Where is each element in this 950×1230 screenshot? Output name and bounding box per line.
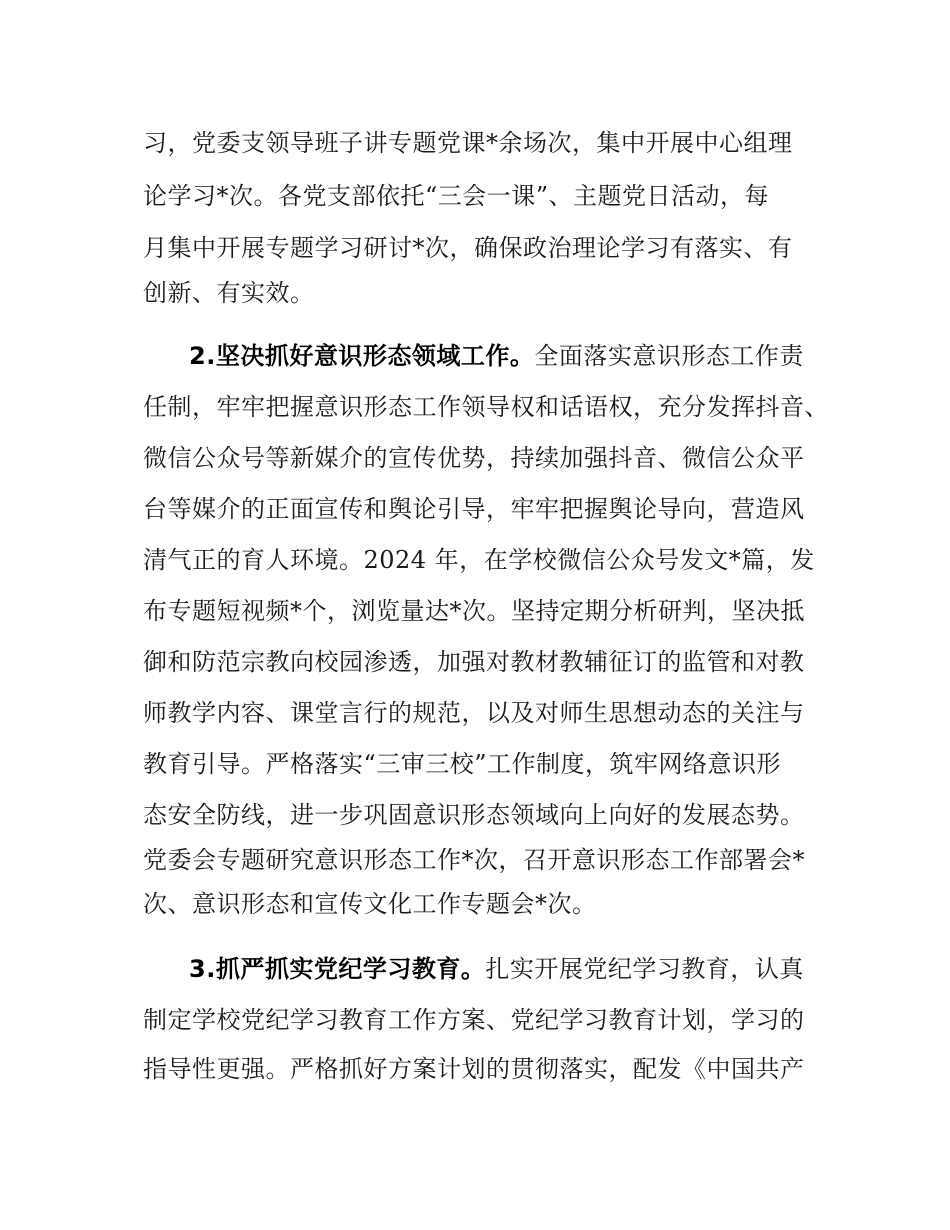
para3-heading: 3.抓严抓实党纪学习教育。 (189, 955, 486, 983)
para2-first-line (189, 336, 869, 376)
para3-line-2: 制定学校党纪学习教育工作方案、党纪学习教育计划，学习的 (143, 1006, 805, 1034)
para2-line-7: 御和防范宗教向校园渗透，加强对教材教辅征订的监管和对教 (143, 648, 805, 676)
para2-heading: 2.坚决抓好意识形态领域工作。 (189, 342, 535, 370)
para2-first-line-text: 全面落实意识形态工作责 (534, 342, 804, 370)
para2-line-4: 台等媒介的正面宣传和舆论引导，牢牢把握舆论导向，营造风 (143, 495, 805, 523)
para2-line-2: 任制，牢牢把握意识形态工作领导权和话语权，充分发挥抖音、 (143, 393, 829, 421)
para2-line-11: 党委会专题研究意识形态工作*次，召开意识形态工作部署会* (143, 846, 805, 874)
para1-line-1: 习，党委支领导班子讲专题党课*余场次，集中开展中心组理 (143, 129, 793, 157)
para3-first-line-text: 扎实开展党纪学习教育，认真 (485, 955, 804, 983)
para2-line-3: 微信公众号等新媒介的宣传优势，持续加强抖音、微信公众平 (143, 444, 805, 472)
para1-line-4: 创新、有实效。 (143, 279, 315, 307)
para2-line-10: 态安全防线，进一步巩固意识形态领域向上向好的发展态势。 (143, 801, 805, 829)
para1-line-2: 论学习*次。各党支部依托“三会一课”、主题党日活动，每 (143, 182, 770, 210)
para1-line-3: 月集中开展专题学习研讨*次，确保政治理论学习有落实、有 (143, 234, 793, 262)
para2-line-8: 师教学内容、课堂言行的规范，以及对师生思想动态的关注与 (143, 699, 805, 727)
para3-line-3: 指导性更强。严格抓好方案计划的贯彻落实，配发《中国共产 (143, 1055, 805, 1083)
para3-first-line (189, 949, 869, 989)
para2-line-6: 布专题短视频*个，浏览量达*次。坚持定期分析研判，坚决抵 (143, 597, 805, 625)
para2-line-5: 清气正的育人环境。2024 年，在学校微信公众号发文*篇，发 (143, 546, 815, 574)
para2-line-9: 教育引导。严格落实“三审三校”工作制度，筑牢网络意识形 (143, 750, 782, 778)
para2-line-12: 次、意识形态和宣传文化工作专题会*次。 (143, 890, 597, 918)
